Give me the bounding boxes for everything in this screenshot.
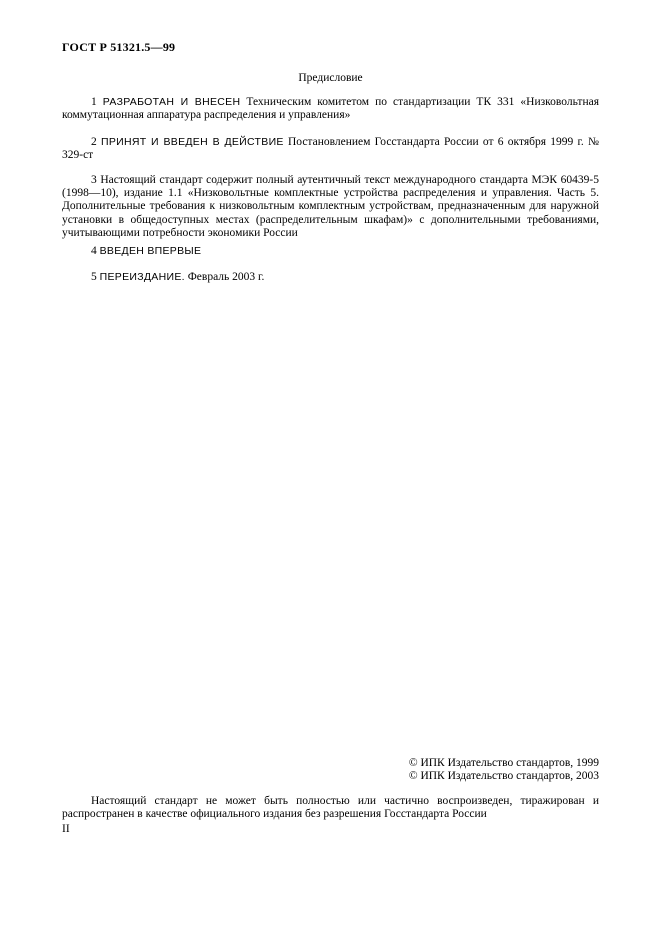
item-number: 1 — [91, 96, 103, 108]
item-number: 2 — [91, 136, 101, 148]
reproduction-notice: Настоящий стандарт не может быть полностью или частично воспроизведен, тиражирован и распространен в качестве официального издания без разрешения Госстандарта России — [62, 795, 599, 821]
item-text: Постановлением Госстандарта России от 6 октября 1999 г. № 329-ст — [62, 136, 600, 162]
item-text: Февраль 2003 г. — [184, 271, 265, 283]
page-number: II — [62, 823, 70, 835]
foreword-title: Предисловие — [298, 72, 363, 84]
foreword-item-4 — [62, 245, 599, 258]
item-caps-heading: ПРИНЯТ И ВВЕДЕН В ДЕЙСТВИЕ — [101, 136, 284, 148]
copyright-line-1999: © ИПК Издательство стандартов, 1999 — [408, 757, 599, 769]
item-text: 3 Настоящий стандарт содержит полный аутентичный текст международного стандарта МЭК 60439-5 (1998—10), издание 1.1 «Низковольтные комплектные устройства распределения и управления. Часть 5. Дополнительные требования к низковольтным комплектным устройствам, предназначенным для наружной установки в общедоступных местах (распределительным шкафам)» с дополнительными требованиями, учитывающими потребности экономики России — [62, 174, 599, 239]
document-code: ГОСТ Р 51321.5—99 — [62, 40, 176, 54]
item-caps-heading: РАЗРАБОТАН И ВНЕСЕН — [102, 96, 241, 108]
foreword-item-2 — [62, 136, 599, 162]
copyright-line-2003: © ИПК Издательство стандартов, 2003 — [408, 770, 599, 783]
item-number: 4 — [91, 245, 100, 257]
foreword-item-1 — [62, 96, 599, 122]
item-text: Техническим комитетом по стандартизации ТК 331 «Низковольтная коммутационная аппаратура распределения и управления» — [62, 96, 600, 122]
item-caps-heading: ВВЕДЕН ВПЕРВЫЕ — [99, 245, 202, 257]
item-number: 5 — [91, 271, 100, 283]
foreword-item-3 — [62, 174, 599, 240]
item-caps-heading: ПЕРЕИЗДАНИЕ. — [99, 271, 185, 283]
foreword-item-5 — [62, 271, 599, 284]
copyright-block — [409, 757, 599, 784]
